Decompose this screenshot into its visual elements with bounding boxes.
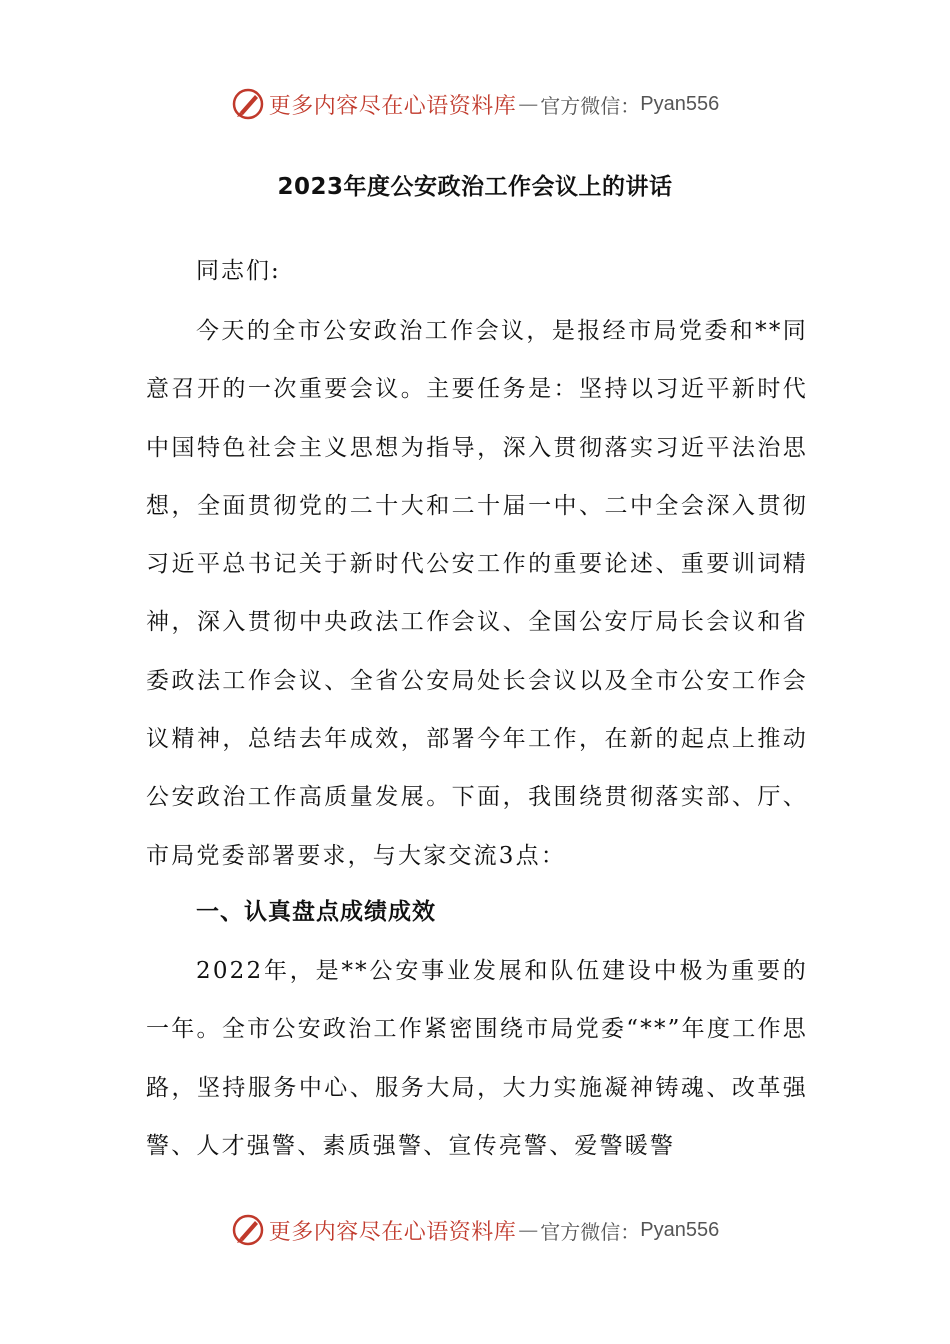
wechat-id: Pyan556 [640, 1218, 720, 1241]
wechat-label: 官方微信： [540, 93, 641, 118]
banner-dash: — [518, 92, 539, 116]
wechat-label: 官方微信： [540, 1219, 641, 1244]
header-watermark-banner [0, 84, 950, 124]
pen-in-circle-icon [231, 1213, 265, 1247]
footer-watermark-banner [0, 1210, 950, 1250]
section-heading-1: 一、认真盘点成绩成效 [196, 899, 436, 925]
brand-text: 更多内容尽在心语资料库 [268, 93, 517, 119]
document-title: 2023年度公安政治工作会议上的讲话 [277, 174, 673, 200]
greeting: 同志们: [196, 258, 281, 284]
paragraph-review: 2022年，是**公安事业发展和队伍建设中极为重要的一年。全市公安政治工作紧密围绕市局党委“**”年度工作思路，坚持服务中心、服务大局，大力实施凝神铸魂、改革强警、人才强警、素质强警、宣传亮警、爱警暖警 [146, 958, 808, 1159]
pen-in-circle-icon [231, 87, 265, 121]
brand-text: 更多内容尽在心语资料库 [268, 1219, 517, 1245]
paragraph-intro: 今天的全市公安政治工作会议，是报经市局党委和**同意召开的一次重要会议。主要任务是：坚持以习近平新时代中国特色社会主义思想为指导，深入贯彻落实习近平法治思想，全面贯彻党的二十大和二十届一中、二中全会深入贯彻习近平总书记关于新时代公安工作的重要论述、重要训词精神，深入贯彻中央政法工作会议、全国公安厅局长会议和省委政法工作会议、全省公安局处长会议以及全市公安工作会议精神，总结去年成效，部署今年工作，在新的起点上推动公安政治工作高质量发展。下面，我围绕贯彻落实部、厅、市局党委部署要求，与大家交流3点： [146, 318, 808, 869]
wechat-id: Pyan556 [640, 92, 720, 115]
banner-dash: — [518, 1218, 539, 1242]
